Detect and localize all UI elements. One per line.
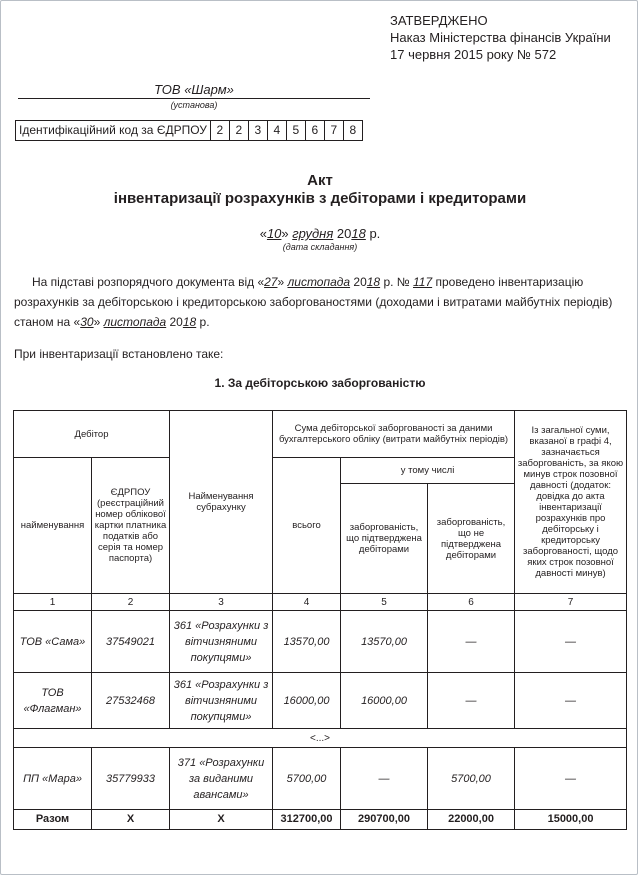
basis-day: 27 [264,275,278,289]
confirmed-amount: — [341,748,428,810]
document-title: Акт [307,172,333,189]
column-number: 7 [515,594,627,611]
column-number: 6 [428,594,515,611]
edrpou-digit: 6 [306,121,325,140]
header-sum: Сума дебіторської заборгованості за даними бухгалтерського обліку (витрати майбутніх періодів) [273,411,515,458]
confirmed-amount: 16000,00 [341,673,428,729]
total-amount: 16000,00 [273,673,341,729]
column-number: 4 [273,594,341,611]
unconfirmed-amount: — [428,673,515,729]
debtor-name: ПП «Мара» [14,748,92,810]
totals-label: Разом [14,810,92,830]
header-debtor: Дебітор [14,411,170,458]
section-title: 1. За дебіторською заборгованістю [214,376,426,390]
total-amount: 13570,00 [273,611,341,673]
approval-line-1: ЗАТВЕРДЖЕНО [390,13,488,28]
edrpou-digit: 3 [249,121,268,140]
totals-unconfirmed: 22000,00 [428,810,515,830]
edrpou-digit: 2 [230,121,249,140]
basis-line-2: розрахунків за дебіторською і кредиторською заборгованостями (доходами і витратами майбутніх періодів) [14,295,613,309]
approval-line-3: 17 червня 2015 року № 572 [390,47,557,62]
receivables-table [13,410,627,830]
total-amount: 5700,00 [273,748,341,810]
debtor-code: 35779933 [92,748,170,810]
compile-date-caption: (дата складання) [282,242,358,252]
basis-month: листопада [287,275,351,289]
basis-year: 18 [366,275,381,289]
totals-confirmed: 290700,00 [341,810,428,830]
table-row [14,611,627,673]
column-number: 1 [14,594,92,611]
edrpou-digit: 8 [349,123,357,137]
as-of-day: 30 [80,315,94,329]
edrpou-label: Ідентифікаційний код за ЄДРПОУ [16,121,211,140]
subaccount: 371 «Розрахунки за виданими авансами» [170,748,273,810]
confirmed-amount: 13570,00 [341,611,428,673]
as-of-month: листопада [103,315,167,329]
document-subtitle: інвентаризації розрахунків з дебіторами і кредиторами [113,190,527,207]
expired-amount: — [515,611,627,673]
column-number: 3 [170,594,273,611]
date-year: 18 [351,226,366,241]
header-unconfirmed: заборгованість, що не підтверджена дебіторами [428,484,515,594]
totals-expired: 15000,00 [515,810,627,830]
header-subaccount: Найменування субрахунку [170,411,273,594]
unconfirmed-amount: — [428,611,515,673]
debtor-name: ТОВ «Сама» [14,611,92,673]
established-text: При інвентаризації встановлено таке: [14,347,224,361]
header-expired: Із загальної суми, вказаної в графі 4, зазначається заборгованість, за якою минув строк позовної давності (додаток: довідка до акта інвентаризації розрахунків про дебіторську і кредиторську заборгованості, щодо яких строк позовної давності минув) [515,411,627,594]
table-row [14,748,627,810]
totals-subaccount: Х [170,810,273,830]
totals-row [14,810,627,830]
basis-paragraph: На підставі розпорядчого документа від «27» листопада 2018 р. № 117 проведено інвентаризацію розрахунків за дебіторською і кредиторською заборгованостями (доходами і витратами майбутніх періодів) станом на «30» листопада 2018 р. [14,272,626,332]
date-month: грудня [292,226,334,241]
edrpou-code-box [15,120,363,141]
header-confirmed: заборгованість, що підтверджена дебіторами [341,484,428,594]
basis-number: 117 [413,275,433,289]
header-edrpou: ЄДРПОУ (реєстраційний номер облікової картки платника податків або серія та номер паспорта) [92,458,170,594]
totals-code: Х [92,810,170,830]
approval-stamp [390,12,611,63]
subaccount: 361 «Розрахунки з вітчизняними покупцями» [170,611,273,673]
totals-total: 312700,00 [273,810,341,830]
debtor-name: ТОВ «Флагман» [14,673,92,729]
edrpou-digit: 4 [268,121,287,140]
unconfirmed-amount: 5700,00 [428,748,515,810]
column-number: 5 [341,594,428,611]
date-day: 10 [266,226,282,241]
compile-date: «10» грудня 2018 р. [259,226,381,241]
edrpou-digit: 5 [287,121,306,140]
header-name: найменування [14,458,92,594]
table-row [14,673,627,729]
ellipsis-row [14,729,627,748]
column-number: 2 [92,594,170,611]
edrpou-digit: 2 [211,121,230,140]
organization-caption: (установа) [170,100,218,110]
debtor-code: 37549021 [92,611,170,673]
organization-name: ТОВ «Шарм» [18,82,370,99]
ellipsis: <...> [14,729,627,748]
header-total: всього [273,458,341,594]
expired-amount: — [515,673,627,729]
header-including: у тому числі [341,458,515,484]
subaccount: 361 «Розрахунки з вітчизняними покупцями» [170,673,273,729]
edrpou-digit: 7 [325,121,344,140]
as-of-year: 18 [182,315,197,329]
expired-amount: — [515,748,627,810]
approval-line-2: Наказ Міністерства фінансів України [390,30,611,45]
debtor-code: 27532468 [92,673,170,729]
